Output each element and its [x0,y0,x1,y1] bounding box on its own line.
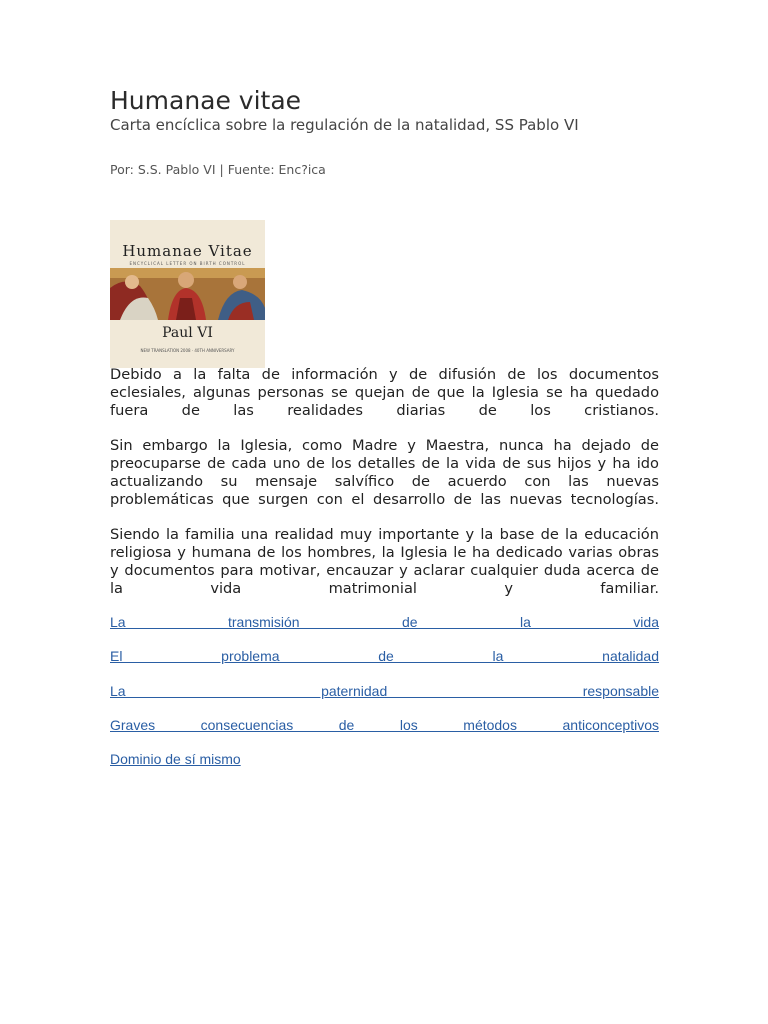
page-title: Humanae vitae [110,86,302,115]
link-transmision-vida[interactable]: La transmisión de la vida [110,614,659,630]
cover-note: NEW TRANSLATION 2008 · 40TH ANNIVERSARY [140,348,235,353]
link-dominio-si-mismo[interactable]: Dominio de sí mismo [110,751,241,768]
article-body [110,366,659,598]
link-paternidad-responsable[interactable]: La paternidad responsable [110,682,659,699]
cover-painting [110,268,265,320]
section-links [110,614,659,785]
page-subtitle: Carta encíclica sobre la regulación de la natalidad, SS Pablo VI [110,116,579,134]
link-graves-consecuencias[interactable]: Graves consecuencias de los métodos anticonceptivos [110,716,659,733]
paragraph: Sin embargo la Iglesia, como Madre y Maestra, nunca ha dejado de preocuparse de cada uno de los detalles de la vida de sus hijos y ha ido actualizando su mensaje salvífico de acuerdo con las nuevas problemáticas que surgen con el desarrollo de las nuevas tecnologías. [110,437,659,508]
link-problema-natalidad[interactable]: El problema de la natalidad [110,648,659,665]
paragraph: Debido a la falta de información y de difusión de los documentos eclesiales, algunas personas se quejan de que la Iglesia se ha quedado fuera de las realidades diarias de los cristianos. [110,366,659,419]
book-cover-image [110,220,265,368]
byline: Por: S.S. Pablo VI | Fuente: Enc?ica [110,162,326,177]
cover-author: Paul VI [162,325,213,341]
cover-subtitle: ENCYCLICAL LETTER ON BIRTH CONTROL [129,261,246,266]
paragraph: Siendo la familia una realidad muy importante y la base de la educación religiosa y humana de los hombres, la Iglesia le ha dedicado varias obras y documentos para motivar, encauzar y aclarar cualquier duda acerca de la vida matrimonial y familiar. [110,526,659,597]
cover-title: Humanae Vitae [122,242,253,260]
